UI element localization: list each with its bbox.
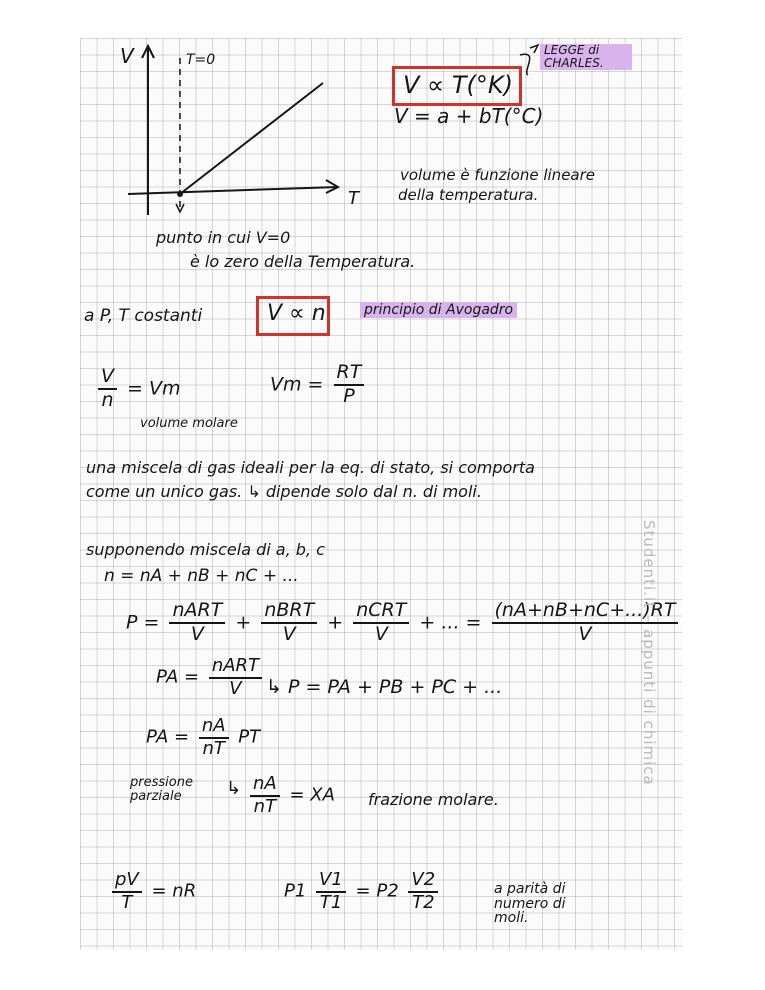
side-watermark	[640, 520, 660, 880]
charles-formula-box	[392, 66, 522, 106]
t1-denominator: T1	[319, 891, 343, 913]
na-numerator: nA	[199, 716, 229, 739]
v-den-sum: V	[578, 622, 592, 645]
pa-fraction-equation	[146, 716, 260, 759]
dots-equals: + ... =	[419, 611, 482, 634]
v1-numerator: V1	[316, 870, 346, 893]
partial-pressure-line1: pressione	[130, 775, 193, 790]
p-denominator: P	[343, 384, 355, 407]
v2-numerator: V2	[408, 870, 438, 893]
sum-numerator: (nA+nB+nC+...)RT	[492, 600, 679, 624]
v-axis-label: V	[120, 44, 134, 68]
avogadro-formula: V ∝ n	[267, 301, 326, 326]
ideal-gas-equation	[108, 870, 196, 913]
dalton-law: ↳ P = PA + PB + PC + ...	[266, 676, 503, 698]
molar-volume-equation: $\frac{V}{n}$ = Vm	[94, 366, 181, 412]
partial-pressure-label	[130, 776, 193, 805]
n-denominator: n	[101, 388, 114, 411]
plus-b: +	[327, 611, 344, 634]
nbrt-term: nBRT	[261, 600, 317, 624]
pressure-sum-equation	[126, 600, 682, 646]
t2-denominator: T2	[412, 891, 435, 913]
t0-label: T=0	[186, 52, 216, 68]
equal-moles-note	[494, 882, 566, 926]
vm-symbol: Vm	[149, 377, 181, 400]
p2-symbol: P2	[376, 880, 399, 902]
point-note: punto in cui V=0	[156, 228, 291, 247]
combined-gas-equation	[284, 870, 442, 913]
v-den-a: V	[190, 622, 204, 645]
avogadro-principle: principio di Avogadro	[360, 302, 517, 318]
equal-moles-line3: moli.	[494, 910, 529, 927]
xa-na: nA	[250, 774, 280, 797]
pa2-equals: PA =	[146, 726, 190, 748]
t-denominator: T	[121, 891, 133, 913]
xa-nt: nT	[253, 795, 277, 817]
molar-volume-label: volume molare	[140, 416, 238, 431]
ncrt-term: nCRT	[353, 600, 409, 624]
equal-moles-line1: a parità di	[494, 881, 566, 897]
v-den-b: V	[282, 622, 296, 645]
avogadro-formula-box	[256, 296, 330, 336]
mole-fraction-label: frazione molare.	[368, 790, 499, 809]
watermark-text: Studenti.it – appunti di chimica	[640, 520, 658, 786]
mixture-line1: una miscela di gas ideali per la eq. di stato, si comporta	[86, 458, 535, 477]
pa-numerator: nART	[209, 656, 262, 679]
equal-moles-line2: numero di	[494, 895, 566, 912]
plus-a: +	[235, 611, 252, 634]
avogadro-intro: a P, T costanti	[84, 306, 203, 326]
charles-note-line1: volume è funzione lineare	[400, 166, 596, 184]
nart-term: nART	[169, 600, 225, 624]
xa-symbol: = XA	[289, 784, 335, 806]
t-axis-label: T	[348, 188, 359, 209]
partial-pressure-line2: parziale	[130, 789, 182, 805]
arrow-to-xa: ↳	[226, 778, 242, 799]
p-equals: P =	[126, 611, 160, 634]
dalton-intro: supponendo miscela di a, b, c	[86, 540, 325, 559]
xa-equation	[246, 774, 335, 817]
vm-lhs: Vm	[270, 373, 302, 396]
nr-term: = nR	[151, 880, 197, 902]
p1-symbol: P1	[284, 880, 307, 902]
moles-sum: n = nA + nB + nC + ...	[104, 566, 299, 586]
v-numerator: V	[98, 366, 117, 390]
charles-linear-formula: V = a + bT(°C)	[394, 104, 544, 128]
pa-equation	[156, 656, 266, 699]
charles-formula: V ∝ T(°K)	[403, 71, 513, 99]
pv-numerator: pV	[112, 870, 142, 893]
rt-numerator: RT	[334, 362, 365, 386]
mixture-line2: come un unico gas. ↳ dipende solo dal n. di moli.	[86, 482, 482, 501]
equals-sign: =	[355, 880, 371, 902]
charles-law-label: LEGGE di CHARLES.	[540, 44, 632, 70]
vm-equation: Vm = $\frac{RT}{P}$	[270, 362, 368, 408]
pa-equals: PA =	[156, 666, 200, 688]
nt-denominator: nT	[202, 737, 225, 759]
pt-symbol: PT	[238, 726, 261, 748]
v-den-c: V	[374, 622, 388, 645]
zero-note: è lo zero della Temperatura.	[190, 252, 416, 271]
charles-note-line2: della temperatura.	[398, 186, 539, 204]
pa-denominator: V	[229, 677, 242, 699]
